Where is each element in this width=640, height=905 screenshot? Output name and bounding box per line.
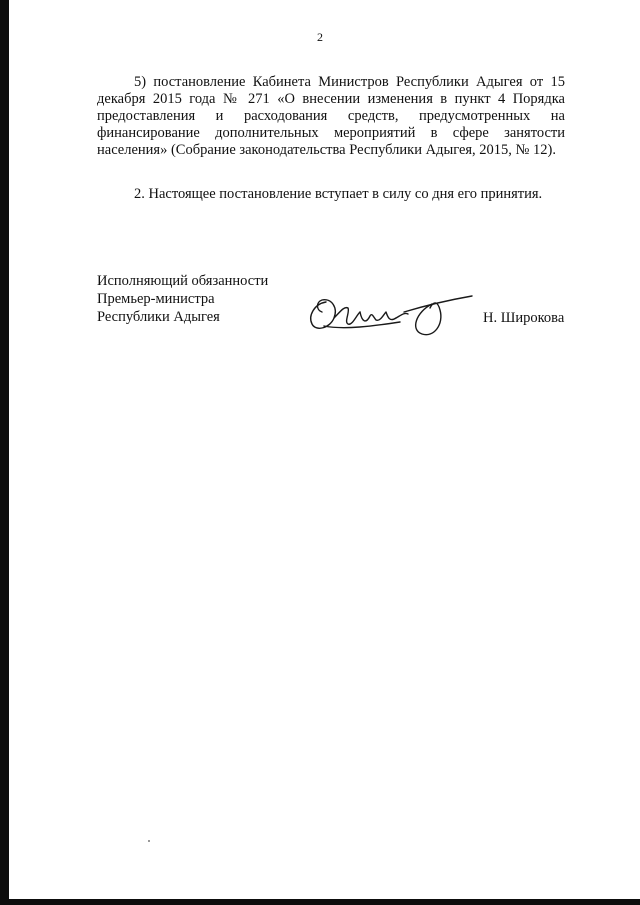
page-number: 2 [317,30,323,44]
position-line: Премьер-министра [97,291,215,307]
scan-speck [148,840,150,842]
position-line: Исполняющий обязанности [97,273,269,289]
item-5-line: населения» (Собрание законодательства Республики Адыгея, 2015, № 12). [97,142,556,158]
item-5-line: декабря 2015 года № 271 «О внесении изменения в пункт 4 Порядка [97,91,565,107]
item-5-line: предоставления и расходования средств, предусмотренных на [97,108,565,124]
item-2-paragraph: 2. Настоящее постановление вступает в силу со дня его принятия. [134,186,543,202]
scan-edge-left [0,0,9,905]
item-5-line: 5) постановление Кабинета Министров Республики Адыгея от 15 [134,74,565,90]
scan-edge-bottom [0,899,640,905]
handwritten-signature-icon [304,282,484,342]
signatory-position [97,272,268,326]
signer-name: Н. Широкова [483,310,565,326]
item-5-paragraph [97,74,565,159]
item-5-line: финансирование дополнительных мероприятий в сфере занятости [97,125,565,141]
position-line: Республики Адыгея [97,309,220,325]
